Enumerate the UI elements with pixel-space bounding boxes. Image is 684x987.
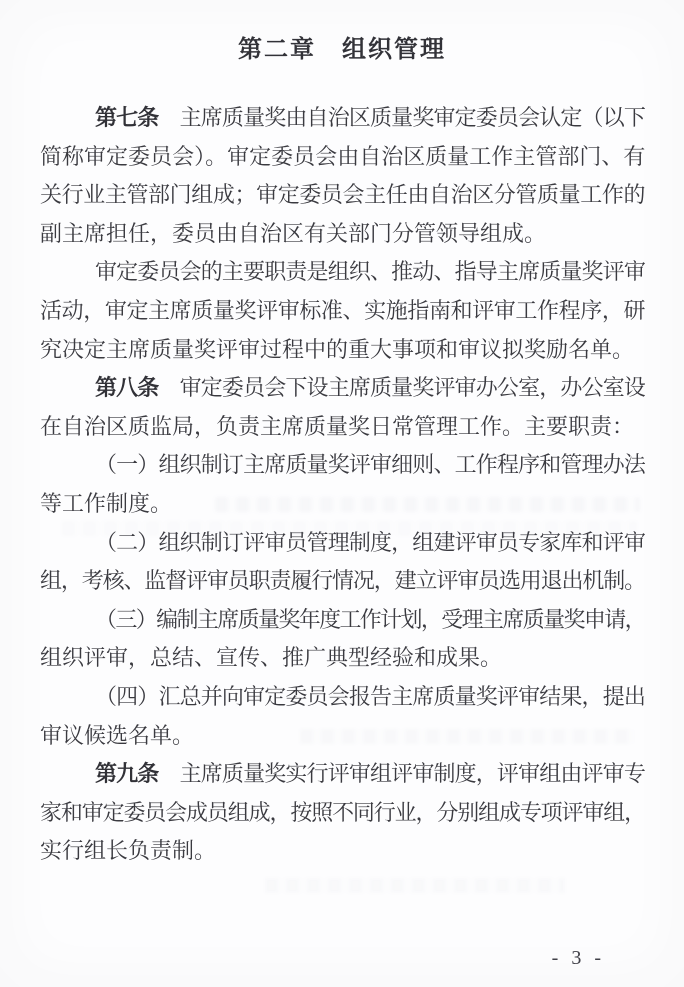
text-line: 组，考核、监督评审员职责履行情况，建立评审员选用退出机制。 (40, 568, 645, 594)
text-line: 简称审定委员会）。审定委员会由自治区质量工作主管部门、有 (40, 143, 645, 169)
text-line: （三）编制主席质量奖年度工作计划，受理主席质量奖申请， (95, 606, 645, 632)
text-line: 组织评审，总结、宣传、推广典型经验和成果。 (40, 645, 503, 671)
chapter-title: 第二章 组织管理 (238, 37, 446, 63)
page-number: - 3 - (551, 947, 605, 969)
text-line: 究决定主席质量奖评审过程中的重大事项和审议拟奖励名单。 (40, 336, 635, 362)
article-number: 第九条 (95, 761, 159, 787)
article-number: 第八条 (95, 375, 159, 401)
text-line: 第八条 审定委员会下设主席质量奖评审办公室，办公室设 (95, 375, 645, 401)
text-line: 第九条 主席质量奖实行评审组评审制度，评审组由评审专 (95, 761, 645, 787)
text-line: 第七条 主席质量奖由自治区质量奖审定委员会认定（以下 (95, 105, 645, 130)
article-number: 第七条 (95, 105, 159, 130)
document-body (40, 99, 645, 871)
text-line: 关行业主管部门组成；审定委员会主任由自治区分管质量工作的 (40, 182, 645, 208)
text-line: 活动，审定主席质量奖评审标准、实施指南和评审工作程序，研 (40, 297, 645, 323)
text-line: 家和审定委员会成员组成，按照不同行业，分别组成专项评审组， (40, 799, 645, 825)
text-line: 等工作制度。 (40, 490, 173, 516)
bleed-through-artifact (265, 878, 565, 893)
text-line: 副主席担任，委员由自治区有关部门分管领导组成。 (40, 220, 547, 246)
text-line: 在自治区质监局，负责主席质量奖日常管理工作。主要职责： (40, 413, 635, 439)
text-line: （二）组织制订评审员管理制度，组建评审员专家库和评审 (95, 529, 645, 555)
text-line: （四）汇总并向审定委员会报告主席质量奖评审结果，提出 (95, 683, 645, 709)
text-line: （一）组织制订主席质量奖评审细则、工作程序和管理办法 (95, 452, 645, 478)
text-line: 实行组长负责制。 (40, 838, 217, 864)
text-line: 审议候选名单。 (40, 722, 195, 748)
text-line: 审定委员会的主要职责是组织、推动、指导主席质量奖评审 (95, 259, 645, 285)
